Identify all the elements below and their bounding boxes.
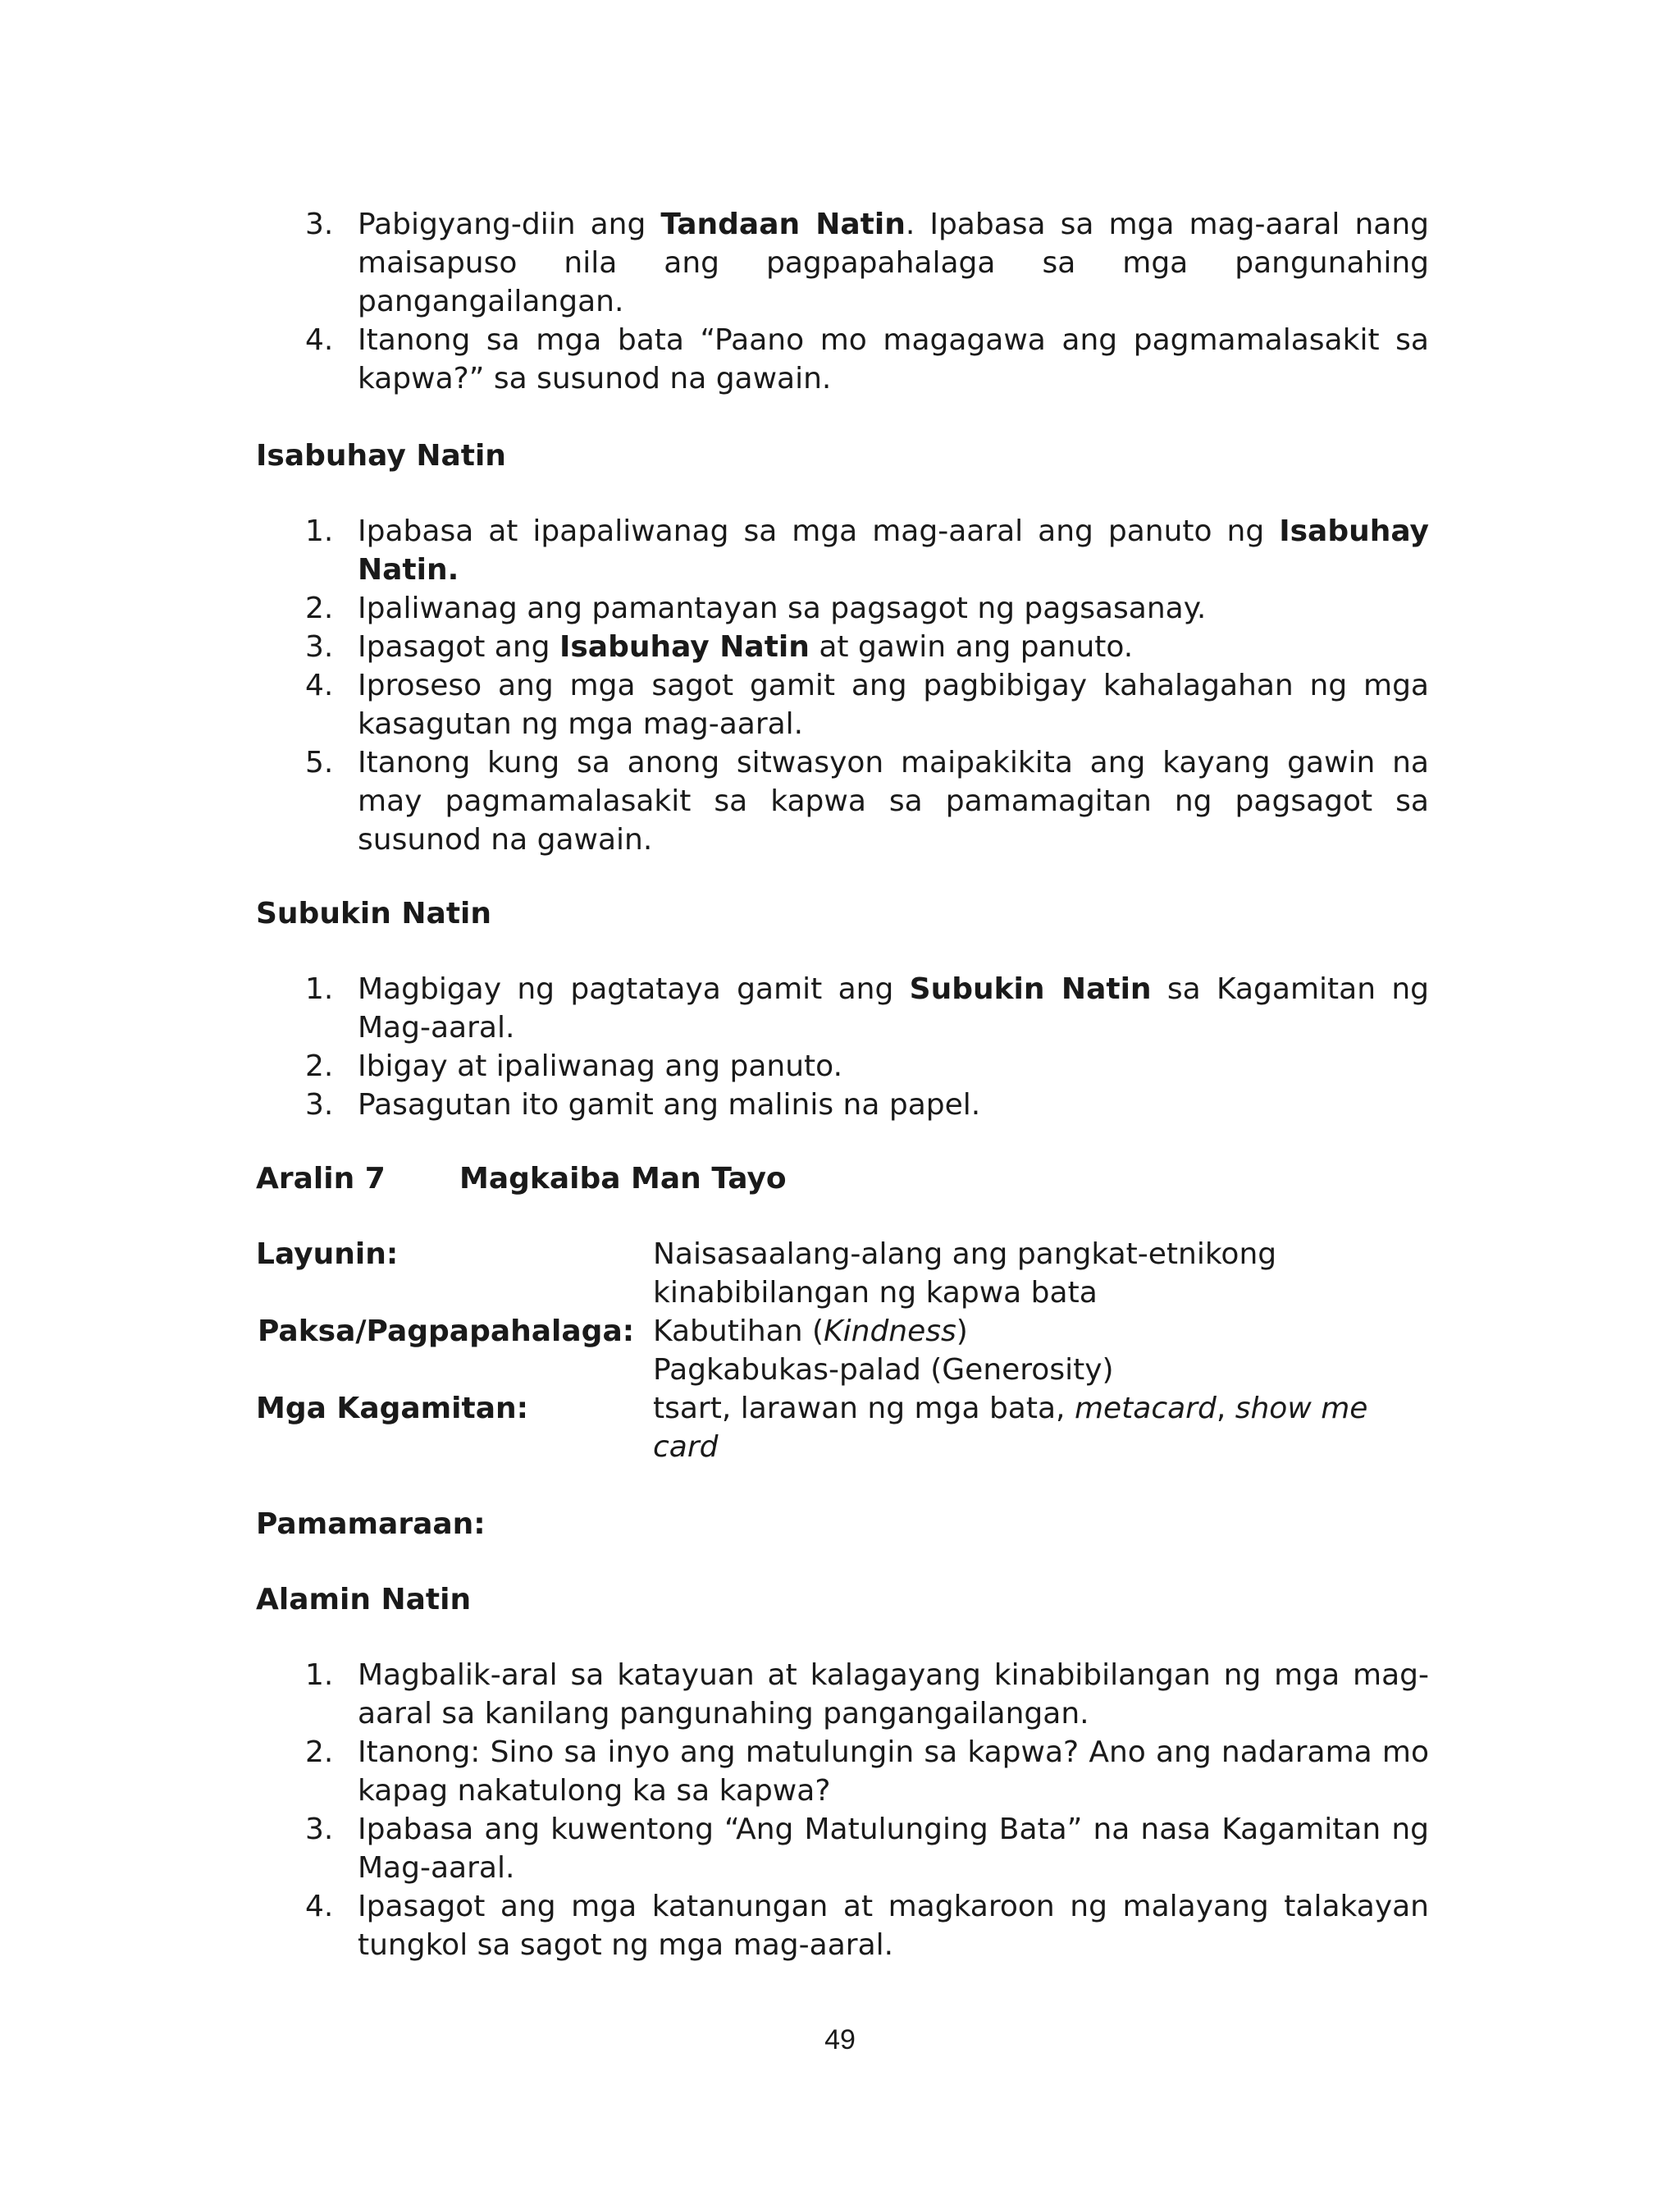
list-item	[256, 1887, 1429, 1964]
list-number: 3.	[305, 208, 334, 241]
italic-text: metacard	[1074, 1392, 1217, 1425]
list-number: 5.	[305, 746, 334, 780]
list-item-text	[358, 1656, 1429, 1733]
list-number: 2.	[305, 1049, 334, 1083]
text-run: Ipabasa at ipapaliwanag sa mga mag-aaral ang panuto ng	[358, 514, 1280, 548]
text-run: Pasagutan ito gamit ang malinis na papel.	[358, 1088, 981, 1122]
list-item	[256, 1086, 1429, 1124]
isabuhay-list	[256, 512, 1429, 859]
list-item	[256, 321, 1429, 398]
list-item-text	[358, 666, 1429, 743]
list-number: 3.	[305, 1088, 334, 1122]
lesson-meta	[256, 1235, 1429, 1466]
text-run: Ipasagot ang	[358, 630, 559, 664]
isabuhay-heading: Isabuhay Natin	[256, 439, 506, 473]
list-item	[256, 512, 1429, 589]
list-item-text	[358, 512, 1429, 589]
italic-text: Kindness	[824, 1314, 956, 1348]
kagamitan-row	[256, 1389, 1429, 1466]
list-item	[256, 1656, 1429, 1733]
paksa-value	[653, 1312, 1424, 1351]
text-run: Ipaliwanag ang pamantayan sa pagsagot ng pagsasanay.	[358, 592, 1207, 625]
list-item-text	[358, 1047, 1429, 1086]
paksa-value-line2: Pagkabukas-palad (Generosity)	[653, 1353, 1114, 1387]
list-number: 3.	[305, 1813, 334, 1846]
list-item-text	[358, 1086, 1429, 1124]
text-run: . Ipabasa sa mga mag-aaral nang maisapuso nila ang pagpapahalaga sa mga pangunahing pangangailangan.	[358, 208, 1429, 318]
text-run: Itanong sa mga bata “Paano mo magagawa ang pagmamalasakit sa kapwa?” sa susunod na gawain.	[358, 323, 1429, 395]
kagamitan-value	[653, 1389, 1424, 1466]
list-item	[256, 628, 1429, 666]
kagamitan-label: Mga Kagamitan:	[256, 1392, 529, 1425]
subukin-heading: Subukin Natin	[256, 897, 491, 930]
list-number: 1.	[305, 972, 334, 1006]
text-run: Ipasagot ang mga katanungan at magkaroon ng malayang talakayan tungkol sa sagot ng mga mag-aaral.	[358, 1890, 1429, 1962]
text-run: Iproseso ang mga sagot gamit ang pagbibigay kahalagahan ng mga kasagutan ng mga mag-aaral.	[358, 669, 1429, 741]
lesson-title: Magkaiba Man Tayo	[459, 1162, 787, 1196]
isabuhay-list-block	[256, 512, 1429, 859]
list-item	[256, 205, 1429, 321]
text-run: tsart, larawan ng mga bata,	[653, 1392, 1075, 1425]
list-item-text	[358, 970, 1429, 1047]
list-item-text	[358, 1810, 1429, 1887]
alamin-list-block	[256, 1656, 1429, 1964]
list-item-text	[358, 1887, 1429, 1964]
list-item	[256, 666, 1429, 743]
list-number: 4.	[305, 669, 334, 702]
text-run: Itanong: Sino sa inyo ang matulungin sa kapwa? Ano ang nadarama mo kapag nakatulong ka sa kapwa?	[358, 1735, 1429, 1808]
top-list-block	[256, 205, 1429, 398]
text-run: sa Kagamitan ng Mag-aaral.	[358, 972, 1430, 1045]
list-item-text	[358, 321, 1429, 398]
pamamaraan-heading: Pamamaraan:	[256, 1507, 486, 1541]
layunin-label: Layunin:	[256, 1237, 399, 1271]
text-run: ,	[1216, 1392, 1235, 1425]
text-run: )	[956, 1314, 968, 1348]
text-run: Itanong kung sa anong sitwasyon maipakikita ang kayang gawin na may pagmamalasakit sa kapwa sa pamamagitan ng pagsagot sa susunod na gawain.	[358, 746, 1429, 857]
list-number: 1.	[305, 514, 334, 548]
text-run: Magbalik-aral sa katayuan at kalagayang kinabibilangan ng mga mag-aaral sa kanilang pangunahing pangangailangan.	[358, 1658, 1429, 1731]
alamin-heading: Alamin Natin	[256, 1583, 472, 1616]
paksa-label: Paksa/Pagpapahalaga:	[258, 1314, 635, 1348]
list-number: 4.	[305, 323, 334, 357]
text-run: Pabigyang-diin ang	[358, 208, 661, 241]
list-item	[256, 589, 1429, 628]
list-number: 2.	[305, 592, 334, 625]
italic-text: show me card	[653, 1392, 1368, 1464]
list-number: 2.	[305, 1735, 334, 1769]
paksa-row	[256, 1312, 1429, 1389]
list-item	[256, 1810, 1429, 1887]
layunin-row	[256, 1235, 1429, 1312]
bold-text: Isabuhay Natin.	[358, 514, 1429, 587]
layunin-value: Naisasaalang-alang ang pangkat-etnikong kinabibilangan ng kapwa bata	[653, 1237, 1277, 1310]
list-item-text	[358, 589, 1429, 628]
list-item-text	[358, 743, 1429, 859]
bold-text: Tandaan Natin	[660, 208, 906, 241]
alamin-list	[256, 1656, 1429, 1964]
list-number: 1.	[305, 1658, 334, 1692]
text-run: Ibigay at ipaliwanag ang panuto.	[358, 1049, 843, 1083]
list-item	[256, 970, 1429, 1047]
subukin-list	[256, 970, 1429, 1124]
subukin-list-block	[256, 970, 1429, 1124]
bold-text: Isabuhay Natin	[559, 630, 810, 664]
lesson-label: Aralin 7	[256, 1162, 386, 1196]
list-number: 3.	[305, 630, 334, 664]
list-number: 4.	[305, 1890, 334, 1923]
list-item	[256, 1047, 1429, 1086]
text-run: Kabutihan (	[653, 1314, 824, 1348]
list-item-text	[358, 1733, 1429, 1810]
text-run: Ipabasa ang kuwentong “Ang Matulunging Bata” na nasa Kagamitan ng Mag-aaral.	[358, 1813, 1429, 1885]
text-run: Magbigay ng pagtataya gamit ang	[358, 972, 910, 1006]
list-item-text	[358, 628, 1429, 666]
bold-text: Subukin Natin	[909, 972, 1152, 1006]
list-item	[256, 1733, 1429, 1810]
text-run: at gawin ang panuto.	[809, 630, 1134, 664]
top-list	[256, 205, 1429, 398]
page-number: 49	[824, 2024, 856, 2055]
list-item	[256, 743, 1429, 859]
list-item-text	[358, 205, 1429, 321]
